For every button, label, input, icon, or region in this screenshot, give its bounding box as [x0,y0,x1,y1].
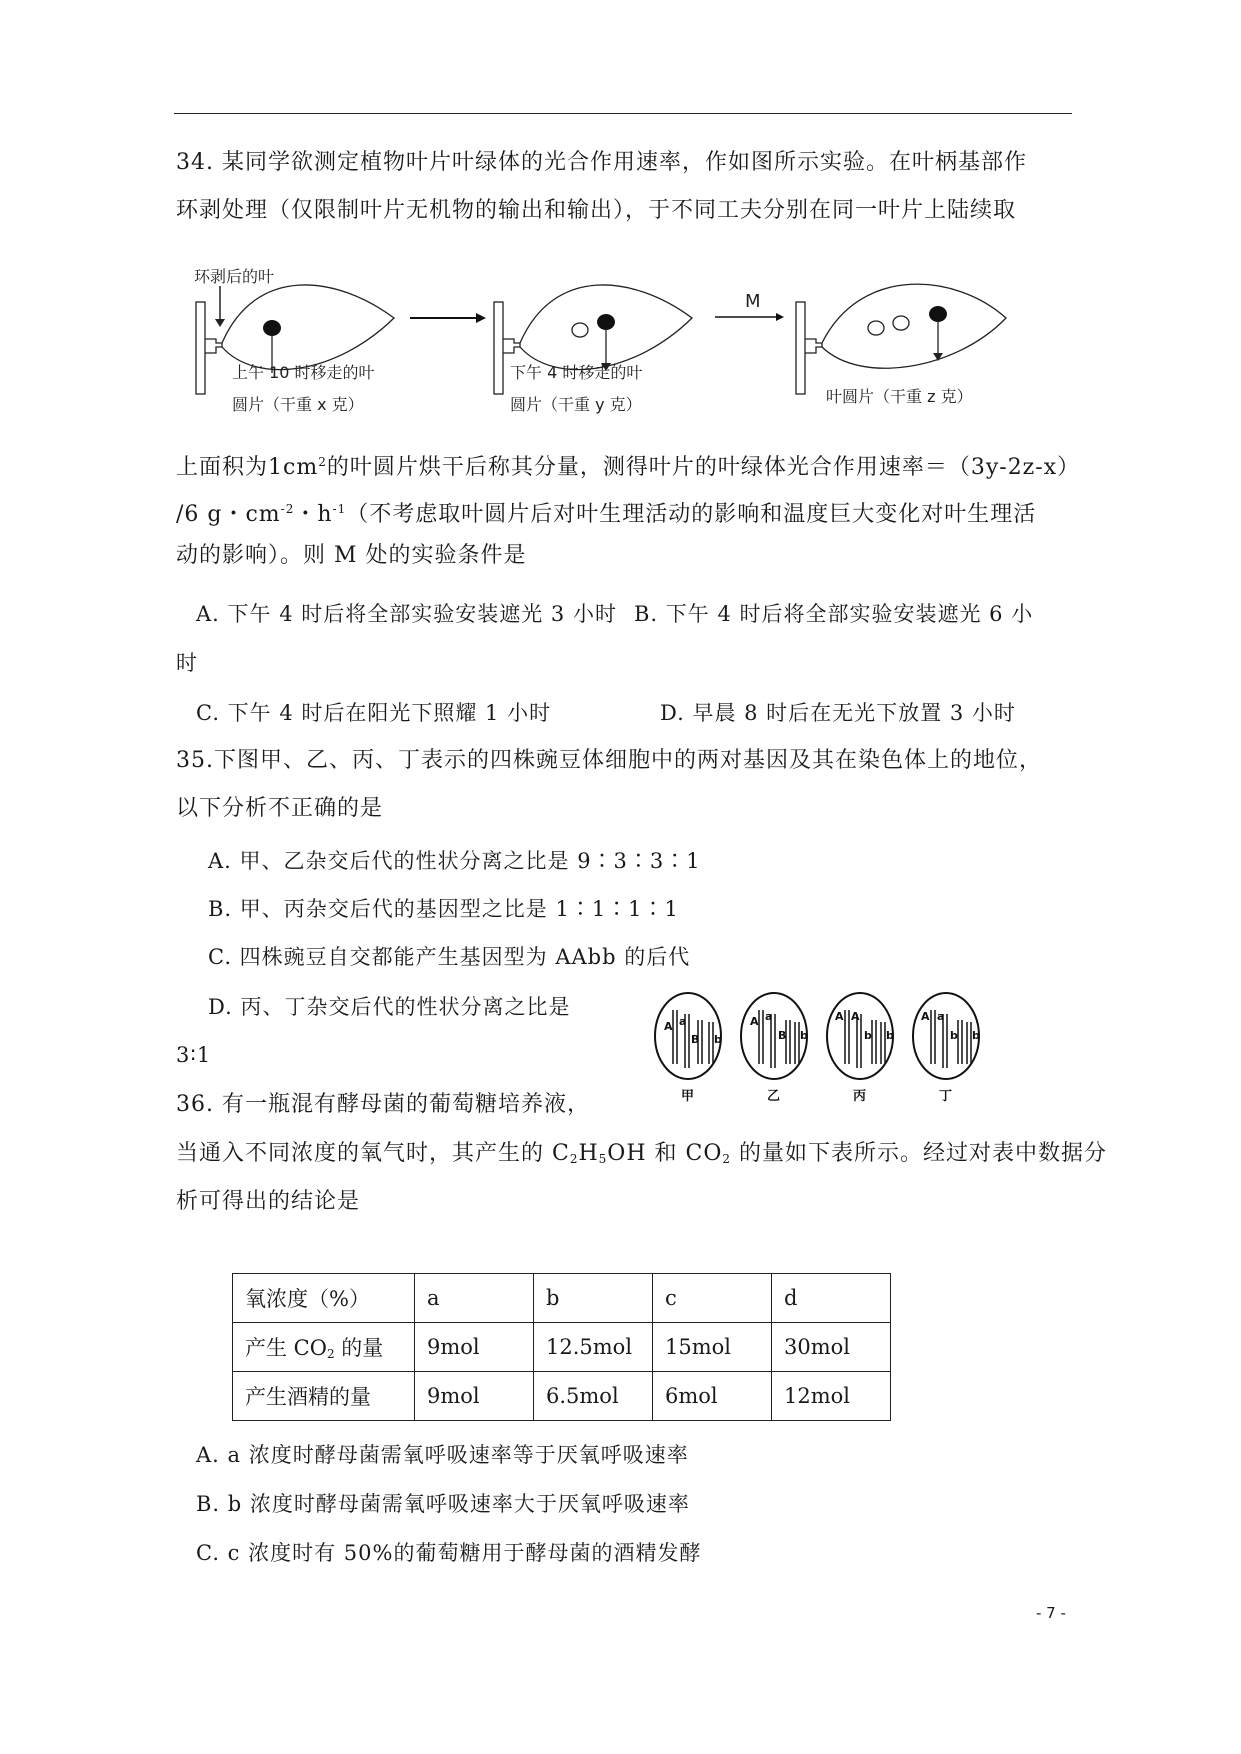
table-cell: d [772,1274,891,1323]
table-cell: 30mol [772,1323,891,1372]
leaf-disc-removed-4pm [597,314,615,330]
cell-bing [827,993,894,1104]
leaf3-caption: 叶圆片（干重 z 克） [826,387,973,406]
table-cell: 产生酒精的量 [233,1372,415,1421]
cell-jia [655,993,722,1104]
q34-line2: 环剥处理（仅限制叶片无机物的输出和输出），于不同工夫分别在同一叶片上陆续取 [176,198,1017,223]
table-cell: b [534,1274,653,1323]
q36-line2: 当通入不同浓度的氧气时，其产生的 $C_2H_5OH$ 和 $CO_2$ 的量如下表所示。经过对表中数据分 [176,1141,1108,1166]
svg-text:A: A [835,1010,844,1023]
table-cell: 12.5mol [534,1323,653,1372]
cell-label-ding: 丁 [939,1089,953,1104]
leaf-disc-z [929,306,947,322]
leaf1-caption-line2: 圆片（干重 x 克） [232,395,364,414]
leaf-experiment-diagram [186,255,1046,435]
q34-option-a: A. 下午 4 时后将全部实验安装遮光 3 小时 [196,602,617,626]
table-cell: 6.5mol [534,1372,653,1421]
svg-text:b: b [886,1029,894,1042]
table-row [233,1372,891,1421]
arrow-label-m: M [745,291,761,312]
cell-yi [741,993,808,1104]
svg-text:A: A [750,1015,759,1028]
svg-text:a: a [765,1010,773,1023]
cell-ding [913,993,980,1104]
svg-text:B: B [778,1029,787,1042]
svg-text:a: a [937,1010,945,1023]
leaf-disc-removed-10am [263,320,281,336]
svg-text:A: A [851,1010,860,1023]
svg-text:a: a [679,1015,687,1028]
table-cell: 9mol [415,1323,534,1372]
q35-line1: 35.下图甲、乙、丙、丁表示的四株豌豆体细胞中的两对基因及其在染色体上的地位， [176,748,1042,773]
pea-cell-diagrams [650,992,1030,1112]
q36-option-b: B. b 浓度时酵母菌需氧呼吸速率大于厌氧呼吸速率 [196,1492,690,1516]
page-number: - 7 - [1036,1604,1066,1622]
q34-option-c: C. 下午 4 时后在阳光下照耀 1 小时 [196,701,552,725]
q34-line1: 34. 某同学欲测定植物叶片叶绿体的光合作用速率，作如图所示实验。在叶柄基部作 [176,150,1027,175]
svg-text:b: b [950,1029,958,1042]
q36-line1: 36. 有一瓶混有酵母菌的葡萄糖培养液， [176,1092,590,1117]
cell-label-yi: 乙 [767,1089,781,1104]
leaf2-caption-line1: 下午 4 时移走的叶 [510,363,643,382]
svg-text:A: A [664,1020,673,1033]
q34-line3: 上面积为$1cm^2$的叶圆片烘干后称其分量，测得叶片的叶绿体光合作用速率＝（3y-2z-x） [176,455,1081,480]
cell-label-bing: 丙 [853,1089,867,1104]
cell-label-jia: 甲 [681,1089,695,1104]
svg-text:A: A [921,1010,930,1023]
q36-option-a: A. a 浓度时酵母菌需氧呼吸速率等于厌氧呼吸速率 [196,1443,689,1467]
q35-option-b: B. 甲、丙杂交后代的基因型之比是 1∶1∶1∶1 [208,897,679,921]
oxygen-data-table [232,1273,891,1421]
q36-line3: 析可得出的结论是 [176,1189,361,1214]
leaf2-caption-line2: 圆片（干重 y 克） [510,395,642,414]
leaf1-caption-line1: 上午 10 时移走的叶 [232,363,375,382]
table-cell: 6mol [653,1372,772,1421]
table-cell: 9mol [415,1372,534,1421]
q35-option-c: C. 四株豌豆自交都能产生基因型为 AAbb 的后代 [208,945,691,969]
table-header-row [233,1274,891,1323]
svg-text:B: B [691,1033,700,1046]
svg-text:b: b [800,1029,808,1042]
table-cell: 产生 $CO_2$ 的量 [233,1323,415,1372]
table-cell: 氧浓度（%） [233,1274,415,1323]
svg-text:b: b [972,1029,980,1042]
q35-line2: 以下分析不正确的是 [176,796,384,821]
diagram-top-label: 环剥后的叶 [194,267,275,286]
q34-line4: /6 g・$cm^{-2}$・$h^{-1}$（不考虑取叶圆片后对叶生理活动的影响和温度巨大变化对叶生理活 [176,502,1037,527]
table-cell: 15mol [653,1323,772,1372]
q35-option-d-continued: 3∶1 [176,1043,212,1067]
q36-option-c: C. c 浓度时有 50%的葡萄糖用于酵母菌的酒精发酵 [196,1541,702,1565]
header-rule [174,113,1072,114]
leaf-3 [796,284,1006,394]
table-row [233,1323,891,1372]
svg-text:b: b [714,1033,722,1046]
q34-line5: 动的影响）。则 M 处的实验条件是 [176,543,527,568]
q35-option-a: A. 甲、乙杂交后代的性状分离之比是 9∶3∶3∶1 [208,849,701,873]
svg-text:b: b [864,1029,872,1042]
q34-option-d: D. 早晨 8 时后在无光下放置 3 小时 [660,701,1016,725]
table-cell: 12mol [772,1372,891,1421]
table-cell: a [415,1274,534,1323]
table-cell: c [653,1274,772,1323]
q34-option-b-continued: 时 [176,651,198,675]
q34-option-b: B. 下午 4 时后将全部实验安装遮光 6 小 [634,602,1034,626]
q35-option-d: D. 丙、丁杂交后代的性状分离之比是 [208,995,571,1019]
